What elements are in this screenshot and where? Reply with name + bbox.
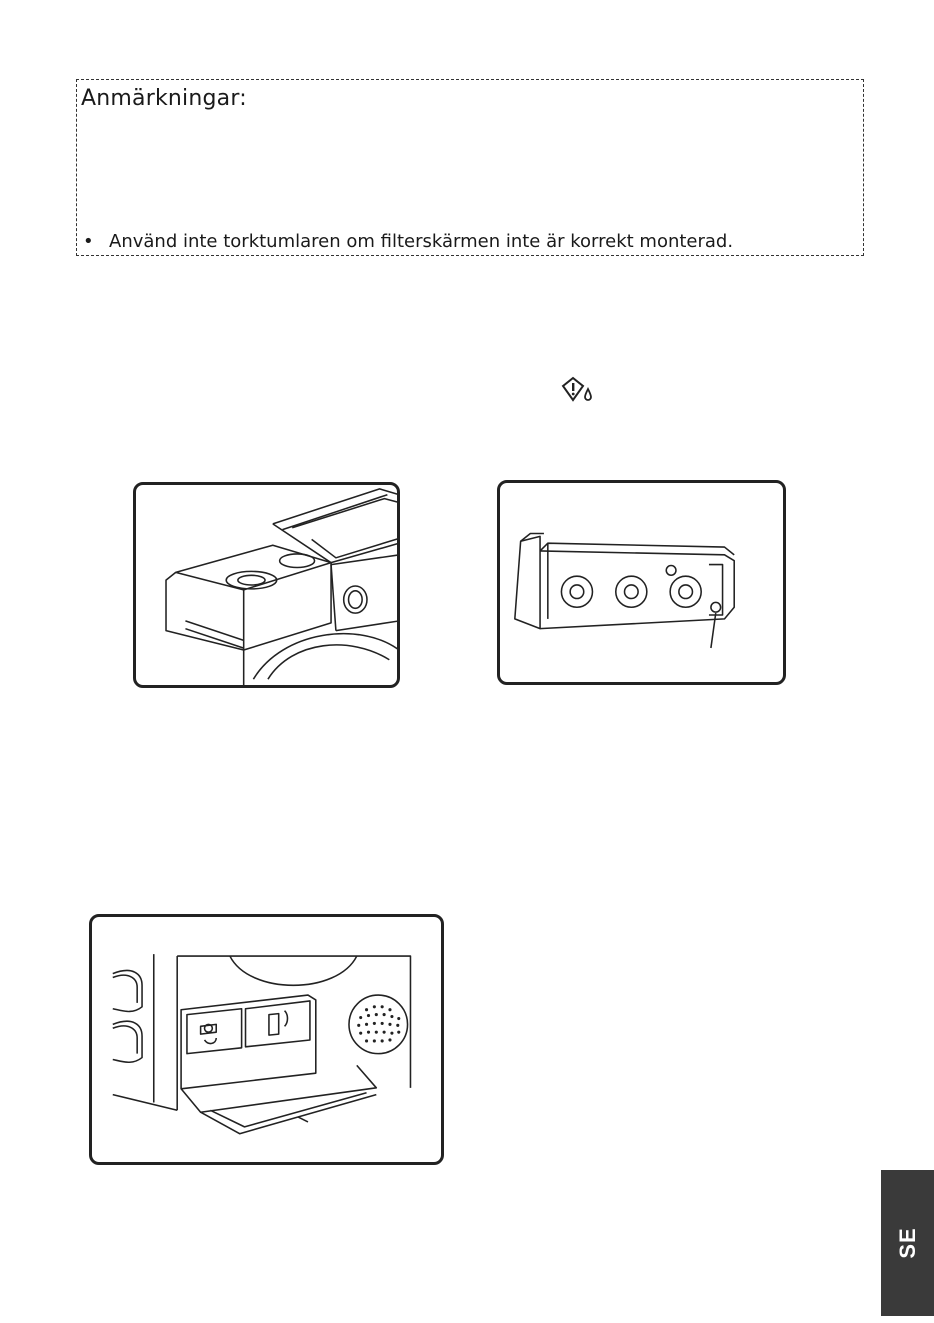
notes-bullet-item xyxy=(83,231,733,252)
dryer-lower-filter-door-illustration xyxy=(89,914,444,1165)
language-tab-label: SE xyxy=(894,1227,920,1259)
language-tab xyxy=(881,1170,934,1316)
notes-bullet-text: Använd inte torktumlaren om filterskärmen inte är korrekt monterad. xyxy=(109,231,734,252)
filter-door-illustration-svg xyxy=(92,917,441,1162)
dryer-water-tank-drawer-illustration xyxy=(133,482,400,688)
tank-illustration-svg xyxy=(500,483,783,682)
water-tank-container-illustration xyxy=(497,480,786,685)
notes-title: Anmärkningar: xyxy=(81,86,247,111)
notes-box xyxy=(76,79,864,256)
bullet-dot: • xyxy=(83,231,94,252)
drawer-illustration-svg xyxy=(136,485,397,685)
drain-water-warning-icon xyxy=(560,375,596,403)
